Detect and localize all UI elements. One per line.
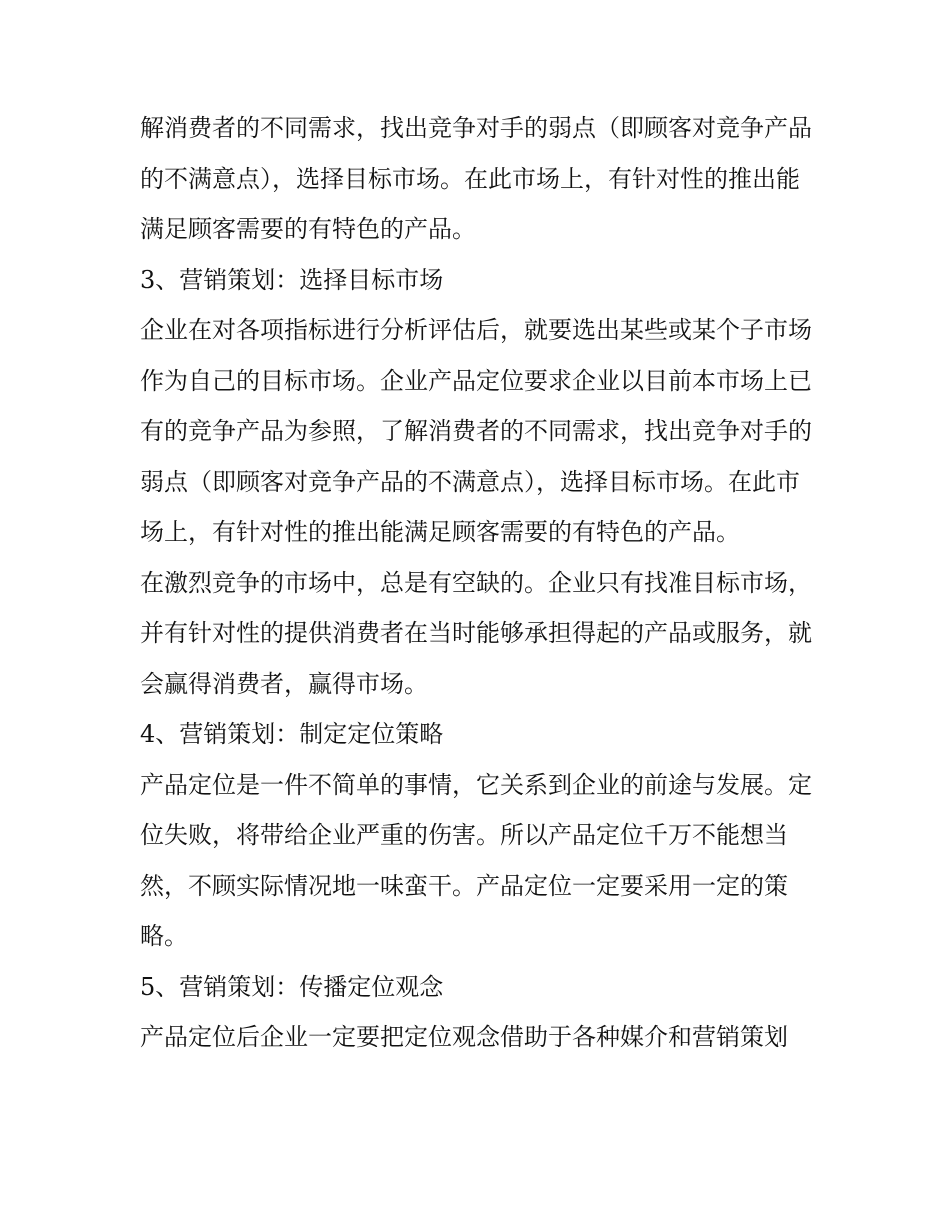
section-heading-4: 4、营销策划：制定定位策略 — [140, 720, 444, 748]
body-paragraph: 企业在对各项指标进行分析评估后，就要选出某些或某个子市场作为自己的目标市场。企业产品定位要求企业以目前本市场上已有的竞争产品为参照，了解消费者的不同需求，找出竞争对手的弱点（即顾客对竞争产品的不满意点），选择目标市场。在此市场上，有针对性的推出能满足顾客需要的有特色的产品。 — [140, 316, 812, 546]
body-paragraph: 产品定位后企业一定要把定位观念借助于各种媒介和营销策划 — [140, 1023, 788, 1051]
body-paragraph: 解消费者的不同需求，找出竞争对手的弱点（即顾客对竞争产品的不满意点），选择目标市场。在此市场上，有针对性的推出能满足顾客需要的有特色的产品。 — [140, 114, 812, 243]
body-paragraph: 在激烈竞争的市场中，总是有空缺的。企业只有找准目标市场，并有针对性的提供消费者在当时能够承担得起的产品或服务，就会赢得消费者，赢得市场。 — [140, 568, 812, 698]
document-page — [140, 103, 820, 1063]
section-heading-5: 5、营销策划：传播定位观念 — [140, 972, 444, 1001]
body-paragraph: 产品定位是一件不简单的事情，它关系到企业的前途与发展。定位失败，将带给企业严重的伤害。所以产品定位千万不能想当然，不顾实际情况地一味蛮干。产品定位一定要采用一定的策略。 — [140, 770, 812, 950]
section-heading-3: 3、营销策划：选择目标市场 — [140, 265, 444, 294]
